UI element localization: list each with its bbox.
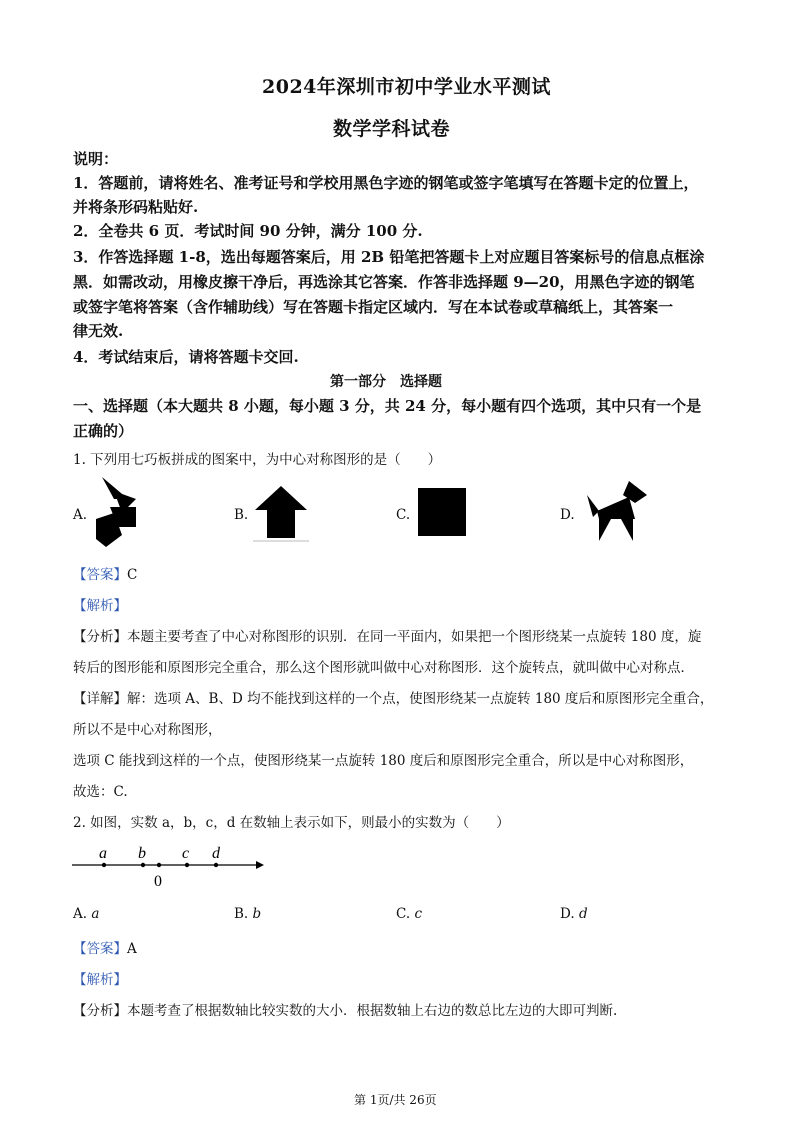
tangram-square-figure [418,488,468,538]
axis-label-d: d [212,845,220,862]
answer-value: C [127,567,138,583]
q1-option-b-label: B. [234,507,249,523]
q1-stem: 1. 下列用七巧板拼成的图案中，为中心对称图形的是（ ） [73,452,442,468]
page-footer: 第 1页/共 26页 [354,1093,437,1107]
q2-option-b [234,906,261,922]
fenxi-text: 本题考查了根据数轴比较实数的大小．根据数轴上右边的数总比左边的大即可判断. [127,1003,618,1019]
option-value: b [252,906,262,922]
tangram-rabbit-figure [92,477,142,547]
axis-label-a: a [99,845,107,862]
q2-option-d [560,906,588,922]
tangram-arrow-figure [253,484,309,544]
axis-label-b: b [138,845,146,862]
q2-stem: 2. 如图，实数 a，b，c，d 在数轴上表示如下，则最小的实数为（ ） [73,815,510,831]
axis-origin-label: 0 [154,873,162,890]
fenxi-text: 本题主要考查了中心对称图形的识别．在同一平面内，如果把一个图形绕某一点旋转 180 度，旋 [127,629,702,645]
tangram-dog-figure [585,481,647,543]
instruction-line: 2．全卷共 6 页．考试时间 90 分钟，满分 100 分. [73,222,423,240]
number-line-figure [70,842,270,892]
answer-tag: 【答案】 [73,567,127,583]
option-value: c [414,906,422,922]
q2-fenxi-line [73,999,617,1019]
q1-detail-line [73,687,713,707]
q1-detail-line: 选项 C 能找到这样的一个点，使图形绕某一点旋转 180 度后和原图形完全重合，所以是中心对称图形， [73,753,694,769]
axis-label-c: c [182,845,190,862]
section-heading: 一、选择题（本大题共 8 小题，每小题 3 分，共 24 分，每小题有四个选项，其中只有一个是 [73,397,702,415]
q2-answer [73,937,137,957]
option-letter: B. [234,906,249,922]
option-letter: C. [396,906,411,922]
answer-tag: 【答案】 [73,941,127,957]
q2-option-a [73,906,99,922]
q1-detail-line: 故选：C. [73,784,128,800]
instructions-heading: 说明： [73,150,119,168]
option-value: a [91,906,100,922]
q1-option-a-label: A. [73,507,88,523]
q1-fenxi-line: 转后的图形能和原图形完全重合，那么这个图形就叫做中心对称图形．这个旋转点，就叫做中心对称点． [73,660,694,676]
exam-title: 2024年深圳市初中学业水平测试 [262,76,551,98]
q1-answer [73,563,137,583]
option-letter: D. [560,906,575,922]
detail-tag: 【详解】 [73,691,127,707]
part-title: 第一部分 选择题 [330,374,442,390]
option-letter: A. [73,906,88,922]
instruction-line: 黑．如需改动，用橡皮擦干净后，再选涂其它答案．作答非选择题 9—20，用黑色字迹的钢笔 [73,273,695,291]
answer-value: A [127,941,137,957]
q2-option-c [396,906,422,922]
instruction-line: 并将条形码粘贴好. [73,198,199,216]
detail-text: 解：选项 A、B、D 均不能找到这样的一个点，使图形绕某一点旋转 180 度后和原图形完全重合， [127,691,714,707]
instruction-line: 1．答题前，请将姓名、准考证号和学校用黑色字迹的钢笔或签字笔填写在答题卡定的位置上， [73,174,699,192]
q1-analysis-tag: 【解析】 [73,598,127,614]
fenxi-tag: 【分析】 [73,1003,127,1019]
q1-fenxi-line [73,625,701,645]
q2-analysis-tag: 【解析】 [73,972,127,988]
option-value: d [578,906,588,922]
q1-option-c-label: C. [396,507,411,523]
fenxi-tag: 【分析】 [73,629,127,645]
instruction-line: 4．考试结束后，请将答题卡交回. [73,348,299,366]
instruction-line: 或签字笔将答案（含作辅助线）写在答题卡指定区域内．写在本试卷或草稿纸上，其答案一 [73,298,674,316]
exam-subtitle: 数学学科试卷 [333,118,451,140]
q1-option-d-label: D. [560,507,575,523]
q1-detail-line: 所以不是中心对称图形， [73,722,222,738]
instruction-line: 3．作答选择题 1-8，选出每题答案后，用 2B 铅笔把答题卡上对应题目答案标号的信息点框涂 [73,248,705,266]
section-heading-cont: 正确的） [73,422,134,440]
instruction-line: 律无效. [73,322,124,340]
